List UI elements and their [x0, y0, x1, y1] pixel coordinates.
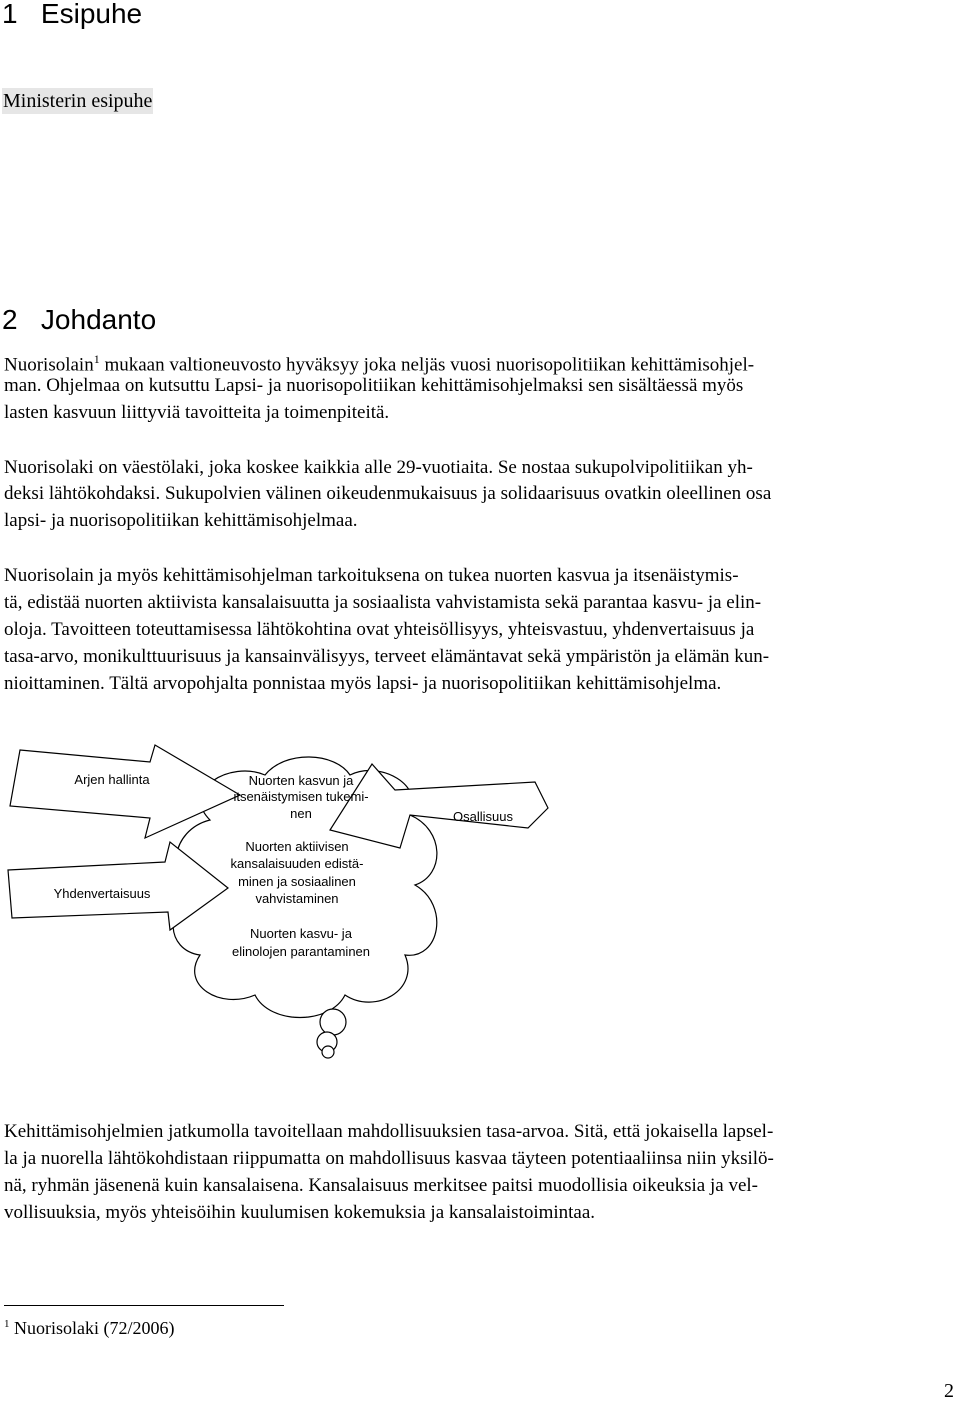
paragraph-line: Nuorisolaki on väestölaki, joka koskee kaikkia alle 29-vuotiaita. Se nostaa sukupolvipolitiikan yh- [4, 457, 753, 478]
heading-title: Esipuhe [40, 0, 143, 29]
footnote-number: 1 [4, 1318, 10, 1330]
paragraph-line: man. Ohjelmaa on kutsuttu Lapsi- ja nuorisopolitiikan kehittämisohjelmaksi sen sisältäessä myös [4, 375, 744, 396]
paragraph-line: lasten kasvuun liittyviä tavoitteita ja toimenpiteitä. [4, 402, 390, 423]
heading-title: Johdanto [40, 304, 157, 335]
cloud-item-3-line: elinolojen parantaminen [231, 944, 371, 959]
paragraph-line: la ja nuorella lähtökohdistaan riippumatta on mahdollisuus kasvaa täyteen potentiaaliinsa niin yksilö- [4, 1148, 774, 1169]
paragraph-line: lapsi- ja nuorisopolitiikan kehittämisohjelmaa. [4, 510, 358, 531]
arrow-label-top: Arjen hallinta [74, 772, 150, 787]
cloud-item-2-line: Nuorten aktiivisen [245, 839, 349, 854]
arrow-label-bottom: Yhdenvertaisuus [53, 886, 151, 901]
footnote-separator [4, 1305, 284, 1306]
paragraph-line: tä, edistää nuorten aktiivista kansalaisuutta ja sosiaalista vahvistamista sekä parantaa kasvu- ja elin- [4, 592, 762, 613]
arrow-label-right: Osallisuus [453, 809, 513, 824]
paragraph-line: oloja. Tavoitteen toteuttamisessa lähtökohtina ovat yhteisöllisyys, yhteisvastuu, yhdenvertaisuus ja [4, 619, 755, 640]
paragraph-line: tasa-arvo, monikulttuurisuus ja kansainvälisyys, terveet elämäntavat sekä ympäristön ja elämän kun- [4, 646, 770, 667]
text: mukaan valtioneuvosto hyväksyy joka neljäs vuosi nuorisopolitiikan kehittämisohjel- [99, 354, 755, 376]
heading-number: 1 [2, 0, 18, 29]
paragraph-line [4, 347, 754, 377]
subheading-ministerin-esipuhe: Ministerin esipuhe [3, 90, 153, 112]
cloud-item-1-line: itsenäistymisen tukemi- [233, 789, 369, 804]
paragraph-line: vollisuuksia, myös yhteisöihin kuulumisen kokemuksia ja kansalaistoimintaa. [4, 1202, 596, 1223]
footnote-text: Nuorisolaki (72/2006) [9, 1318, 175, 1338]
cloud-item-2-line: vahvistaminen [255, 891, 339, 906]
thought-bubbles [317, 1009, 346, 1058]
cloud-item-2-line: minen ja sosiaalinen [238, 874, 356, 889]
paragraph-line: nä, ryhmän jäsenenä kuin kansalaisena. Kansalaisuus merkitsee paitsi muodollisia oikeuksia ja vel- [4, 1175, 758, 1196]
paragraph-line: Kehittämisohjelmien jatkumolla tavoitellaan mahdollisuuksien tasa-arvoa. Sitä, että jokaisella lapsel- [4, 1121, 774, 1142]
cloud-item-3-line: Nuorten kasvu- ja [250, 926, 352, 941]
cloud-item-1-line: Nuorten kasvun ja [248, 773, 354, 788]
paragraph-line: Nuorisolain ja myös kehittämisohjelman tarkoituksena on tukea nuorten kasvua ja itsenäistymis- [4, 565, 739, 586]
page-number: 2 [944, 1380, 954, 1402]
paragraph-line: deksi lähtökohdaksi. Sukupolvien välinen oikeudenmukaisuus ja solidaarisuus ovatkin oleellinen osa [4, 483, 772, 504]
heading-number: 2 [2, 304, 18, 335]
heading-johdanto [2, 304, 156, 336]
footnote [4, 1318, 174, 1339]
footnote-ref: 1 [93, 352, 100, 366]
cloud-item-2-line: kansalaisuuden edistä- [230, 856, 364, 871]
heading-esipuhe [2, 0, 142, 30]
text: Nuorisolain [4, 354, 94, 376]
youth-policy-diagram [0, 738, 960, 1078]
cloud-item-1-line: nen [290, 806, 312, 821]
paragraph-line: nioittaminen. Tältä arvopohjalta ponnistaa myös lapsi- ja nuorisopolitiikan kehittämisohjelma. [4, 673, 722, 694]
